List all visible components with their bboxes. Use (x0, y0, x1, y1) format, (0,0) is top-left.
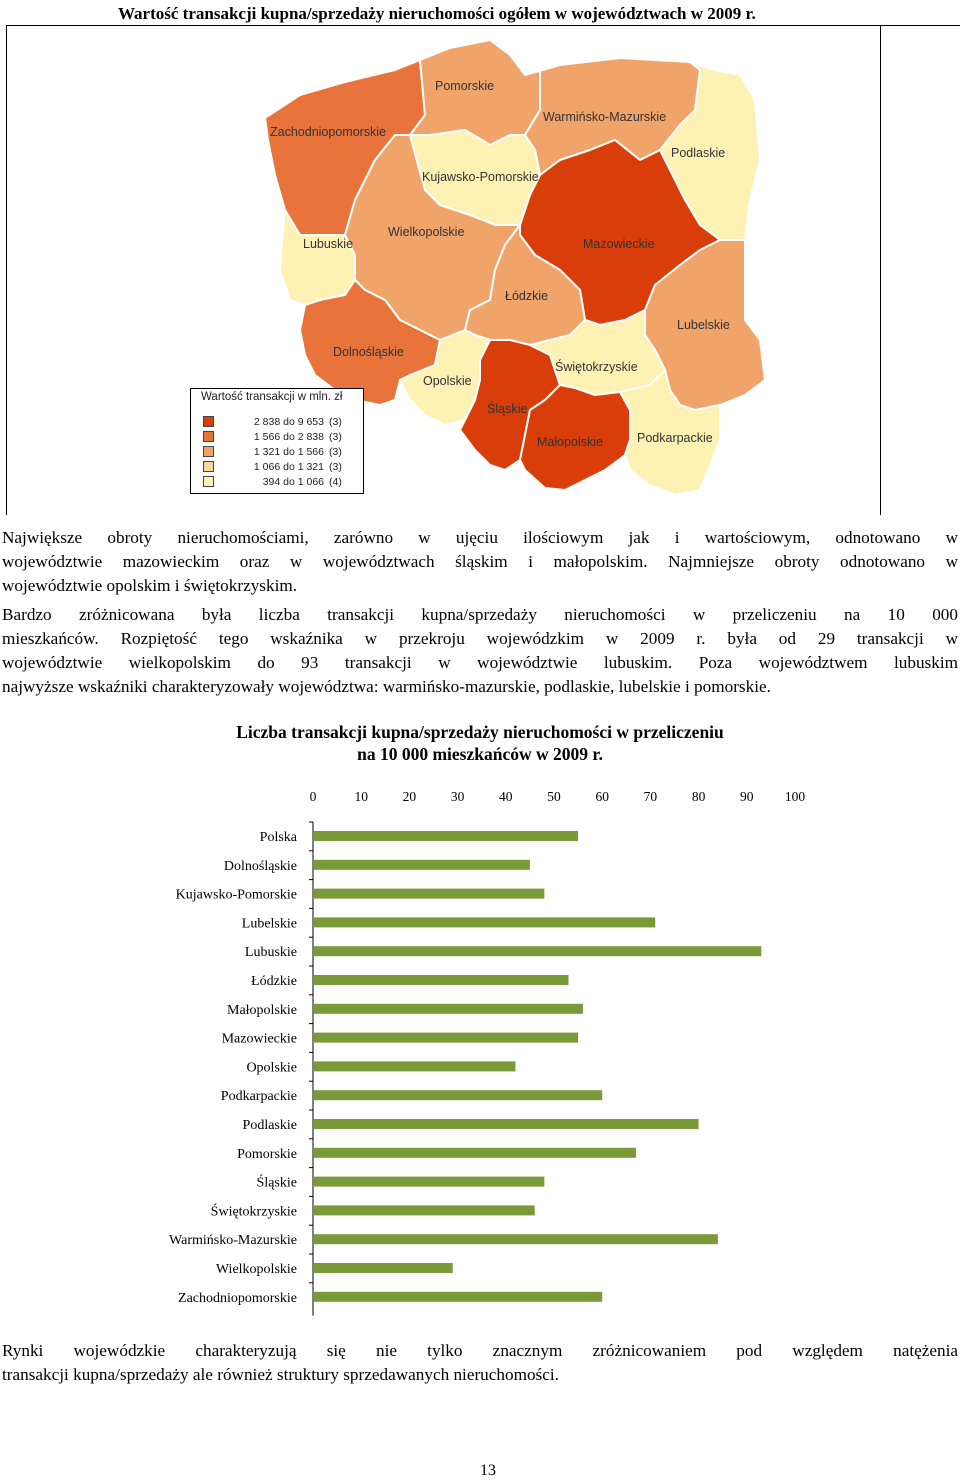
legend-range: 394 do 1 066 (262, 475, 324, 488)
x-tick-label: 10 (354, 789, 368, 804)
legend-swatch (203, 431, 214, 442)
category-label: Dolnośląskie (223, 858, 297, 874)
paragraph-line: najwyższe wskaźniki charakteryzowały województwa: warmińsko-mazurskie, podlaskie, lubelskie i pomorskie. (2, 677, 771, 696)
legend-range: 2 838 do 9 653 (253, 415, 324, 428)
paragraph-line: województwie opolskim i świętokrzyskim. (2, 576, 298, 595)
legend-count: (3) (329, 415, 342, 428)
category-label: Śląskie (256, 1175, 297, 1191)
bar (314, 1061, 515, 1071)
map-title: Wartość transakcji kupna/sprzedaży nieruchomości ogółem w województwach w 2009 r. (118, 4, 756, 23)
category-label: Małopolskie (227, 1002, 297, 1018)
label-podkarpackie: Podkarpackie (637, 431, 713, 445)
label-pomorskie: Pomorskie (435, 79, 495, 93)
paragraph-line: Rynki wojewódzkie charakteryzują się nie tylko znacznym zróżnicowaniem pod względem natężenia (2, 1341, 958, 1360)
category-label: Polska (259, 830, 297, 845)
chart-title-line-1: Liczba transakcji kupna/sprzedaży nieruchomości w przeliczeniu (236, 722, 724, 742)
label-lubuskie: Lubuskie (303, 237, 354, 251)
bar (314, 917, 655, 927)
paragraph-line: Największe obroty nieruchomościami, zarówno w ujęciu ilościowym jak i wartościowym, odnotowano w (2, 528, 958, 547)
legend-row (203, 430, 342, 443)
chart-title (0, 721, 960, 765)
legend-swatch (203, 476, 214, 487)
bar (314, 975, 568, 985)
legend-swatch (203, 416, 214, 427)
legend-row (203, 460, 342, 473)
label-lubelskie: Lubelskie (677, 318, 730, 332)
label-podlaskie: Podlaskie (671, 146, 726, 160)
bar (314, 1292, 602, 1302)
bar (314, 1177, 544, 1187)
category-label: Wielkopolskie (215, 1262, 297, 1277)
x-tick-label: 50 (547, 789, 561, 804)
legend-count: (4) (329, 475, 342, 488)
paragraph-1 (2, 526, 958, 598)
bar (314, 860, 530, 870)
legend-count: (3) (329, 460, 342, 473)
bar (314, 889, 544, 899)
x-tick-label: 60 (595, 789, 609, 804)
category-label: Lubelskie (241, 916, 297, 932)
label-warminsko: Warmińsko-Mazurskie (543, 110, 667, 124)
poland-map (0, 0, 960, 520)
legend-range: 1 321 do 1 566 (253, 445, 324, 458)
x-tick-label: 30 (450, 789, 465, 804)
legend-row (203, 475, 342, 488)
legend-row (203, 415, 342, 428)
bar (314, 1004, 583, 1014)
legend-count: (3) (329, 430, 342, 443)
legend-swatch (203, 446, 214, 457)
paragraph-line: województwie mazowieckim oraz w województwach śląskim i małopolskim. Najmniejsze obroty odnotowano w (2, 552, 958, 571)
category-label: Podkarpackie (220, 1089, 297, 1105)
paragraph-line: Bardzo zróżnicowana była liczba transakcji kupna/sprzedaży nieruchomości w przeliczeniu na 10 000 (2, 605, 958, 624)
bar (314, 1033, 578, 1043)
page-number: 13 (480, 1462, 496, 1479)
label-zachodniopomorskie: Zachodniopomorskie (270, 125, 387, 139)
bar (314, 1148, 636, 1158)
label-slaskie: Śląskie (487, 402, 528, 416)
label-mazowieckie: Mazowieckie (583, 237, 655, 251)
map-figure (0, 0, 960, 520)
bar-chart (0, 780, 960, 1320)
x-tick-label: 70 (643, 789, 658, 804)
label-opolskie: Opolskie (423, 374, 472, 388)
x-tick-label: 90 (740, 789, 754, 804)
bar (314, 1234, 718, 1244)
label-swietokrzyskie: Świętokrzyskie (555, 360, 638, 374)
category-label: Świętokrzyskie (210, 1204, 297, 1220)
label-malopolskie: Małopolskie (537, 435, 604, 449)
label-kujawsko: Kujawsko-Pomorskie (422, 170, 539, 184)
chart-title-line-2: na 10 000 mieszkańców w 2009 r. (357, 744, 603, 764)
bar (314, 831, 578, 841)
label-lodzkie: Łódzkie (505, 289, 549, 303)
paragraph-line: mieszkańców. Rozpiętość tego wskaźnika w przekroju wojewódzkim w 2009 r. była od 29 transakcji w (2, 629, 958, 648)
x-tick-label: 40 (499, 789, 513, 804)
legend-title: Wartość transakcji w mln. zł (201, 391, 343, 403)
bar (314, 1119, 699, 1129)
x-tick-label: 80 (691, 789, 706, 804)
paragraph-line: transakcji kupna/sprzedaży ale również struktury sprzedawanych nieruchomości. (2, 1365, 559, 1384)
map-legend (190, 388, 364, 494)
legend-swatch (203, 461, 214, 472)
bar (314, 946, 761, 956)
x-tick-label: 20 (402, 789, 417, 804)
bar (314, 1090, 602, 1100)
legend-range: 1 566 do 2 838 (253, 430, 324, 443)
paragraph-3 (2, 1339, 958, 1387)
legend-row (203, 445, 342, 458)
legend-range: 1 066 do 1 321 (253, 460, 324, 473)
category-label: Łódzkie (251, 974, 297, 989)
category-label: Lubuskie (244, 945, 297, 961)
legend-count: (3) (329, 445, 342, 458)
bar (314, 1205, 535, 1215)
category-label: Opolskie (246, 1060, 297, 1076)
paragraph-2 (2, 603, 958, 699)
x-tick-label: 100 (784, 789, 806, 804)
category-label: Podlaskie (242, 1118, 297, 1133)
paragraph-line: województwie wielkopolskim do 93 transakcji w województwie lubuskim. Poza województwem lubuskim (2, 653, 958, 672)
category-label: Warmińsko-Mazurskie (169, 1233, 297, 1249)
category-label: Zachodniopomorskie (178, 1290, 297, 1306)
x-tick-label: 0 (309, 789, 317, 804)
label-dolnoslaskie: Dolnośląskie (333, 345, 404, 359)
category-label: Mazowieckie (221, 1031, 297, 1047)
label-wielkopolskie: Wielkopolskie (388, 225, 465, 239)
category-label: Pomorskie (237, 1146, 297, 1162)
category-label: Kujawsko-Pomorskie (175, 887, 297, 903)
bar (314, 1263, 453, 1273)
